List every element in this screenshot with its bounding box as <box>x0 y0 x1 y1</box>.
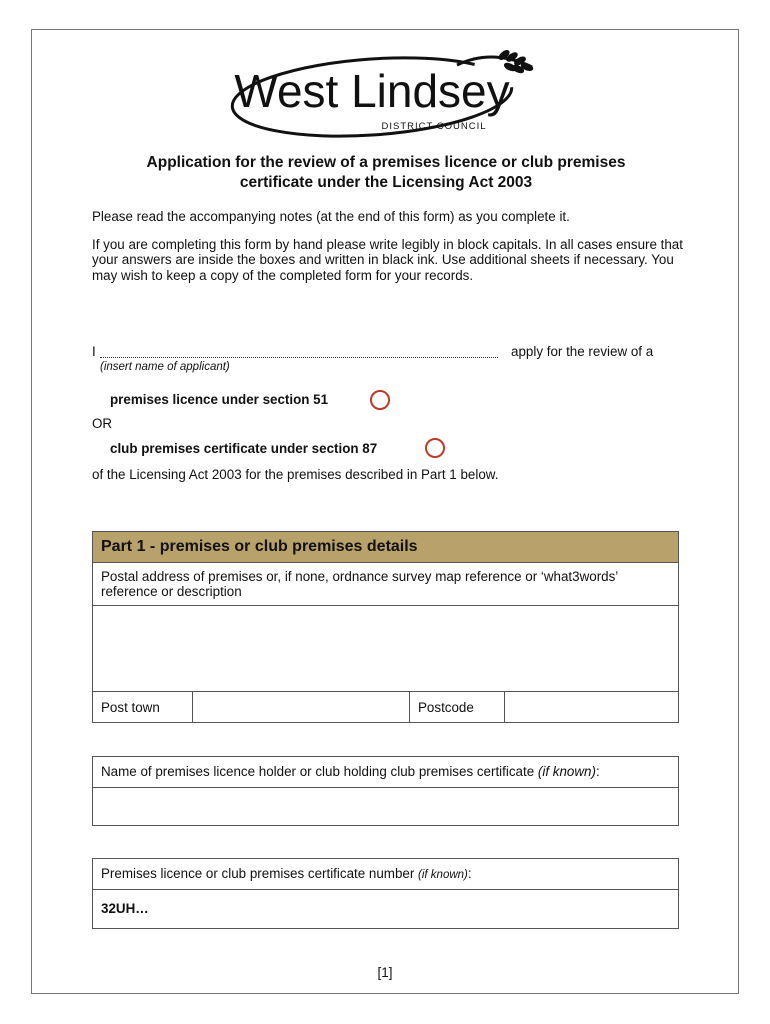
licence-holder-label: Name of premises licence holder or club holding club premises certificate (if known): <box>93 757 678 788</box>
club-certificate-option-label: club premises certificate under section 87 <box>110 441 378 456</box>
postcode-cell <box>505 692 679 723</box>
address-field-cell <box>93 606 679 692</box>
page-number: [1] <box>377 965 393 980</box>
certificate-number-input[interactable]: 32UH… <box>101 901 149 916</box>
applicant-prefix: I <box>92 344 96 359</box>
certificate-number-label: Premises licence or club premises certificate number (if known): <box>93 859 678 890</box>
certificate-number-box <box>92 858 679 929</box>
licence-holder-box <box>92 756 679 826</box>
logo-text: West Lindsey <box>234 65 510 117</box>
postcode-input[interactable] <box>505 692 678 722</box>
licence-holder-input[interactable] <box>93 788 678 825</box>
closing-text: of the Licensing Act 2003 for the premises described in Part 1 below. <box>92 467 499 482</box>
west-lindsey-logo <box>222 45 552 145</box>
club-certificate-radio[interactable] <box>425 438 445 458</box>
applicant-name-field[interactable] <box>100 345 498 358</box>
postcode-label: Postcode <box>410 692 505 723</box>
part1-table <box>92 531 679 723</box>
post-town-input[interactable] <box>193 692 409 722</box>
applicant-suffix: apply for the review of a <box>511 344 654 359</box>
intro-paragraph-1: Please read the accompanying notes (at the end of this form) as you complete it. <box>92 209 570 224</box>
premises-licence-option-label: premises licence under section 51 <box>110 392 329 407</box>
address-input[interactable] <box>93 606 678 691</box>
part1-heading: Part 1 - premises or club premises details <box>93 532 679 563</box>
intro-paragraph-2: If you are completing this form by hand please write legibly in block capitals. In all cases ensure that your answers are inside the boxes and written in black ink. Use additional sheets if necessary. You may wish to keep a copy of the completed form for your records. <box>92 237 683 283</box>
post-town-label: Post town <box>93 692 193 723</box>
applicant-hint: (insert name of applicant) <box>100 361 230 373</box>
premises-licence-radio[interactable] <box>370 390 390 410</box>
title-line-2: certificate under the Licensing Act 2003 <box>239 174 533 191</box>
logo-subtitle: DISTRICT COUNCIL <box>381 121 487 132</box>
form-title <box>70 153 702 193</box>
post-town-cell <box>193 692 410 723</box>
or-text: OR <box>92 416 113 431</box>
title-line-1: Application for the review of a premises licence or club premises <box>146 154 626 171</box>
address-label: Postal address of premises or, if none, ordnance survey map reference or ‘what3words’ reference or description <box>93 563 679 606</box>
